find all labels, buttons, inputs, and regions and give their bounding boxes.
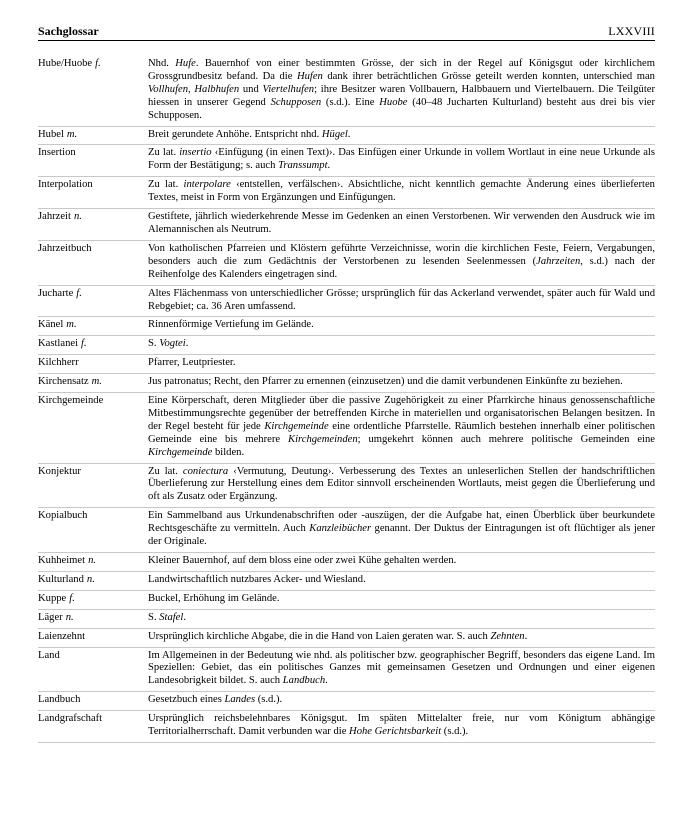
definition-segment: dank ihrer beträchtlichen Grösse geteilt werden konnten, unterschied man xyxy=(322,70,655,82)
definition-segment: ‹entstellen, verfälschen›. Absichtliche, nicht kenntlich gemachte Änderung eines überlieferten Textes, meist in Form von Ergänzungen und Einfügungen. xyxy=(148,179,655,204)
definition-segment: Ursprünglich kirchliche Abgabe, die in die Hand von Laien geraten war. S. auch xyxy=(148,630,491,642)
definition-segment: Landwirtschaftlich nutzbares Acker- und Wiesland. xyxy=(148,573,366,585)
definition-segment: . xyxy=(183,611,186,623)
definition-segment: (40–48 Jucharten Kulturland) besteht aus drei bis vier Schupposen. xyxy=(148,96,655,121)
glossary-term xyxy=(38,147,148,173)
definition-segment: S. xyxy=(148,338,160,350)
definition-segment: Ein Sammelband aus Urkundenabschriften oder -auszügen, der die Aufgabe hat, einen Überblick über beurkundete Rechtsgeschäfte zu vermitteln. Auch xyxy=(148,510,655,535)
definition-segment: , xyxy=(188,83,195,95)
definition-segment: Zu lat. xyxy=(148,465,183,477)
definition-segment: Rinnenförmige Vertiefung im Gelände. xyxy=(148,319,314,331)
term-gender: n. xyxy=(86,573,95,585)
glossary-definition xyxy=(148,466,655,505)
definition-italic-segment: insertio xyxy=(179,147,212,159)
glossary-definition xyxy=(148,243,655,282)
definition-segment: Gesetzbuch eines xyxy=(148,694,225,706)
term-word: Läger xyxy=(38,611,63,623)
glossary-definition xyxy=(148,631,655,644)
glossary-entry xyxy=(38,209,655,241)
glossary-term xyxy=(38,555,148,568)
glossary-entry xyxy=(38,393,655,464)
term-word: Kilchherr xyxy=(38,357,79,369)
definition-segment: Altes Flächenmass von unterschiedlicher Grösse; ursprünglich für das Ackerland verwendet, später auch für Wald und Rebgebiet; ca. 36 Aren umfassend. xyxy=(148,287,655,312)
glossary-entry xyxy=(38,286,655,318)
glossary-entry xyxy=(38,464,655,509)
definition-italic-segment: Zehnten xyxy=(490,630,525,642)
definition-segment: Im Allgemeinen in der Bedeutung wie nhd. als politischer bzw. geographischer Begriff, besonders das eigene Land. Im Speziellen: Gebiet, das ein politisches Ganzes mit gemeinsamen Gesetzen und Ordnungen und einer eigenen Landesobrigkeit bildet. S. auch xyxy=(148,649,655,687)
definition-italic-segment: Vollhufen xyxy=(148,83,189,95)
glossary-entry xyxy=(38,177,655,209)
glossary-table xyxy=(38,56,655,743)
glossary-definition xyxy=(148,211,655,237)
glossary-entry xyxy=(38,508,655,553)
glossary-entry xyxy=(38,629,655,648)
definition-segment: bilden. xyxy=(212,446,245,458)
definition-segment: Pfarrer, Leutpriester. xyxy=(148,357,236,369)
term-word: Kopialbuch xyxy=(38,510,88,522)
glossary-definition xyxy=(148,395,655,460)
definition-italic-segment: Hohe Gerichtsbarkeit xyxy=(349,726,442,738)
definition-segment: (s.d.). xyxy=(255,694,283,706)
glossary-entry xyxy=(38,648,655,693)
term-word: Landbuch xyxy=(38,694,81,706)
definition-segment: . xyxy=(347,128,351,140)
term-word: Kirchgemeinde xyxy=(38,395,104,407)
glossary-term xyxy=(38,243,148,282)
glossary-definition xyxy=(148,612,655,625)
definition-segment: genannt. Der Duktus der Eintragungen ist oft flüchtiger als jener der Originale. xyxy=(148,523,655,548)
term-gender: f. xyxy=(95,58,101,69)
term-word: Land xyxy=(38,649,60,661)
definition-italic-segment: Kirchgemeinden xyxy=(288,433,358,445)
glossary-entry xyxy=(38,145,655,177)
term-word: Kuppe xyxy=(38,592,67,604)
term-gender: m. xyxy=(66,319,77,331)
glossary-term xyxy=(38,612,148,625)
glossary-entry xyxy=(38,355,655,374)
term-word: Jahrzeitbuch xyxy=(38,242,92,254)
definition-segment: . Bauernhof von einer bestimmten Grösse, der sich in der Regel auf Königsgut oder kirchlichem Grossgrundbesitz befand. Da die xyxy=(148,58,655,82)
glossary-term xyxy=(38,129,148,142)
glossary-term xyxy=(38,694,148,707)
glossary-term xyxy=(38,357,148,370)
glossary-definition xyxy=(148,376,655,389)
definition-italic-segment: Kirchgemeinde xyxy=(148,446,213,458)
term-word: Landgrafschaft xyxy=(38,713,103,725)
definition-segment: Eine Körperschaft, deren Mitglieder über die passive Zugehörigkeit zu einer Pfarrkirche hinaus genossenschaftliche Mitbestimmungsrechte gegenüber der betreffenden Kirche in materiellen und organisatorischen Belangen besitzen. In der Regel besteht für jede xyxy=(148,395,655,432)
definition-segment: . xyxy=(185,338,189,350)
term-word: Hubel xyxy=(38,128,64,140)
definition-segment: Gestiftete, jährlich wiederkehrende Messe im Gedenken an einen Verstorbenen. Wir verwenden den Ausdruck wie im Alemannischen als Neutrum. xyxy=(148,211,655,235)
glossary-term xyxy=(38,211,148,237)
term-word: Interpolation xyxy=(38,179,93,191)
definition-italic-segment: interpolare xyxy=(183,179,231,191)
definition-segment: . xyxy=(524,630,528,642)
definition-italic-segment: Landes xyxy=(224,694,256,706)
glossary-definition xyxy=(148,288,655,314)
definition-italic-segment: Huobe xyxy=(379,96,408,108)
definition-italic-segment: Vogtei xyxy=(159,338,186,350)
term-gender: n. xyxy=(65,611,74,623)
definition-segment: Nhd. xyxy=(148,58,176,69)
page-header xyxy=(38,24,655,40)
term-word: Jahrzeit xyxy=(38,211,71,223)
glossary-definition xyxy=(148,58,655,123)
definition-italic-segment: Hügel xyxy=(321,128,348,140)
term-word: Kastlanei xyxy=(38,338,79,350)
term-word: Kulturland xyxy=(38,573,84,585)
definition-italic-segment: Halbhufen xyxy=(194,83,240,95)
term-word: Känel xyxy=(38,319,64,331)
glossary-definition xyxy=(148,147,655,173)
definition-segment: , s.d.) nach der Reihenfolge des Kalenders eingetragen sind. xyxy=(148,255,655,280)
page-number: LXXVIII xyxy=(608,24,655,38)
term-gender: f. xyxy=(81,338,87,350)
glossary-term xyxy=(38,376,148,389)
definition-segment: (s.d.). Eine xyxy=(321,96,380,108)
definition-segment: Jus patronatus; Recht, den Pfarrer zu ernennen (einzusetzen) und die damit verbundenen Einkünfte zu beziehen. xyxy=(148,376,623,388)
glossary-definition xyxy=(148,650,655,689)
definition-segment: . xyxy=(327,160,331,172)
glossary-term xyxy=(38,288,148,314)
glossary-term xyxy=(38,631,148,644)
definition-italic-segment: Transsumpt xyxy=(278,160,328,172)
definition-segment: (s.d.). xyxy=(441,726,469,738)
definition-segment: ; ihre Besitzer waren Vollbauern, Halbbauern und Viertelbauern. Die Teilgüter hiessen in unserer Gegend xyxy=(148,83,656,108)
definition-segment: Zu lat. xyxy=(148,179,184,191)
glossary-entry xyxy=(38,692,655,711)
definition-segment: und xyxy=(239,83,263,95)
definition-italic-segment: Kirchgemeinde xyxy=(264,420,329,432)
definition-italic-segment: Jahrzeiten xyxy=(536,255,581,267)
glossary-term xyxy=(38,179,148,205)
term-gender: n. xyxy=(88,555,97,566)
term-word: Konjektur xyxy=(38,465,81,477)
definition-segment: S. xyxy=(148,611,160,623)
glossary-term xyxy=(38,319,148,332)
definition-segment: ; umgekehrt können auch mehrere politische Gemeinden eine xyxy=(357,433,655,445)
glossary-definition xyxy=(148,338,655,351)
glossary-entry xyxy=(38,374,655,393)
definition-italic-segment: Viertelhufen xyxy=(262,83,315,95)
glossary-term xyxy=(38,650,148,689)
glossary-definition xyxy=(148,319,655,332)
definition-segment: Kleiner Bauernhof, auf dem bloss eine oder zwei Kühe gehalten werden. xyxy=(148,555,457,566)
term-word: Insertion xyxy=(38,147,76,159)
definition-italic-segment: coniectura xyxy=(182,465,229,477)
glossary-entry xyxy=(38,553,655,572)
term-gender: n. xyxy=(73,211,82,223)
glossary-definition xyxy=(148,510,655,549)
header-rule xyxy=(38,40,655,41)
glossary-entry xyxy=(38,711,655,743)
glossary-definition xyxy=(148,593,655,606)
glossary-definition xyxy=(148,555,655,568)
term-gender: m. xyxy=(66,128,78,140)
definition-segment: Zu lat. xyxy=(148,147,180,159)
glossary-entry xyxy=(38,127,655,146)
definition-segment: eine ordentliche Pfarrstelle. Räumlich bestehen innerhalb einer politischen Gemeinde eine bis mehrere xyxy=(148,420,655,445)
glossary-entry xyxy=(38,591,655,610)
definition-italic-segment: Hufen xyxy=(296,70,323,82)
glossary-term xyxy=(38,593,148,606)
definition-segment: Buckel, Erhöhung im Gelände. xyxy=(148,592,280,604)
term-word: Hube/Huobe xyxy=(38,58,93,69)
definition-segment: ‹Einfügung (in einen Text)›. Das Einfügen einer Urkunde in vollem Wortlaut in eine neue Urkunde als Form der Bestätigung; s. auch xyxy=(148,147,655,172)
glossary-term xyxy=(38,510,148,549)
term-gender: f. xyxy=(69,592,75,604)
glossary-term xyxy=(38,395,148,460)
term-word: Laienzehnt xyxy=(38,630,86,642)
glossary-definition xyxy=(148,574,655,587)
glossary-entry xyxy=(38,572,655,591)
glossary-term xyxy=(38,58,148,123)
glossary-entry xyxy=(38,610,655,629)
definition-italic-segment: Landbuch xyxy=(282,675,326,687)
glossary-definition xyxy=(148,713,655,739)
glossary-entry xyxy=(38,241,655,286)
glossary-term xyxy=(38,713,148,739)
term-word: Kirchensatz xyxy=(38,376,89,388)
term-gender: f. xyxy=(76,287,82,299)
definition-segment: Ursprünglich reichsbelehnbares Königsgut. Im späten Mittelalter freie, nur vom Königtum abhängige Territorialherrschaft. Damit verbunden war die xyxy=(148,713,655,738)
glossary-entry xyxy=(38,317,655,336)
glossary-definition xyxy=(148,129,655,142)
term-word: Kuhheimet xyxy=(38,555,86,566)
definition-segment: Breit gerundete Anhöhe. Entspricht nhd. xyxy=(148,128,322,140)
definition-italic-segment: Kanzleibücher xyxy=(309,523,372,535)
glossary-term xyxy=(38,338,148,351)
definition-segment: . xyxy=(325,675,328,687)
definition-segment: Von katholischen Pfarreien und Klöstern geführte Verzeichnisse, worin die kirchlichen Feste, Feiern, Vergabungen, besonders auch die zum Gedächtnis der Verstorbenen zu lesenden Seelenmessen ( xyxy=(148,242,655,267)
glossary-entry xyxy=(38,336,655,355)
glossary-definition xyxy=(148,694,655,707)
definition-segment: ‹Vermutung, Deutung›. Verbesserung des Textes an unleserlichen Stellen der handschriftlichen Überlieferung zur Herstellung eines dem Editor sinnvoll erscheinenden Wortlauts, meist gegen die Überlieferung und oft als Zusatz oder Ergänzung. xyxy=(148,465,655,503)
definition-italic-segment: Hufe xyxy=(175,58,196,69)
definition-italic-segment: Schupposen xyxy=(270,96,322,108)
glossary-entry xyxy=(38,56,655,127)
running-title: Sachglossar xyxy=(38,24,99,38)
glossary-definition xyxy=(148,179,655,205)
definition-italic-segment: Stafel xyxy=(159,611,184,623)
term-word: Jucharte xyxy=(38,287,74,299)
glossary-definition xyxy=(148,357,655,370)
glossary-term xyxy=(38,574,148,587)
glossary-term xyxy=(38,466,148,505)
term-gender: m. xyxy=(91,376,102,388)
